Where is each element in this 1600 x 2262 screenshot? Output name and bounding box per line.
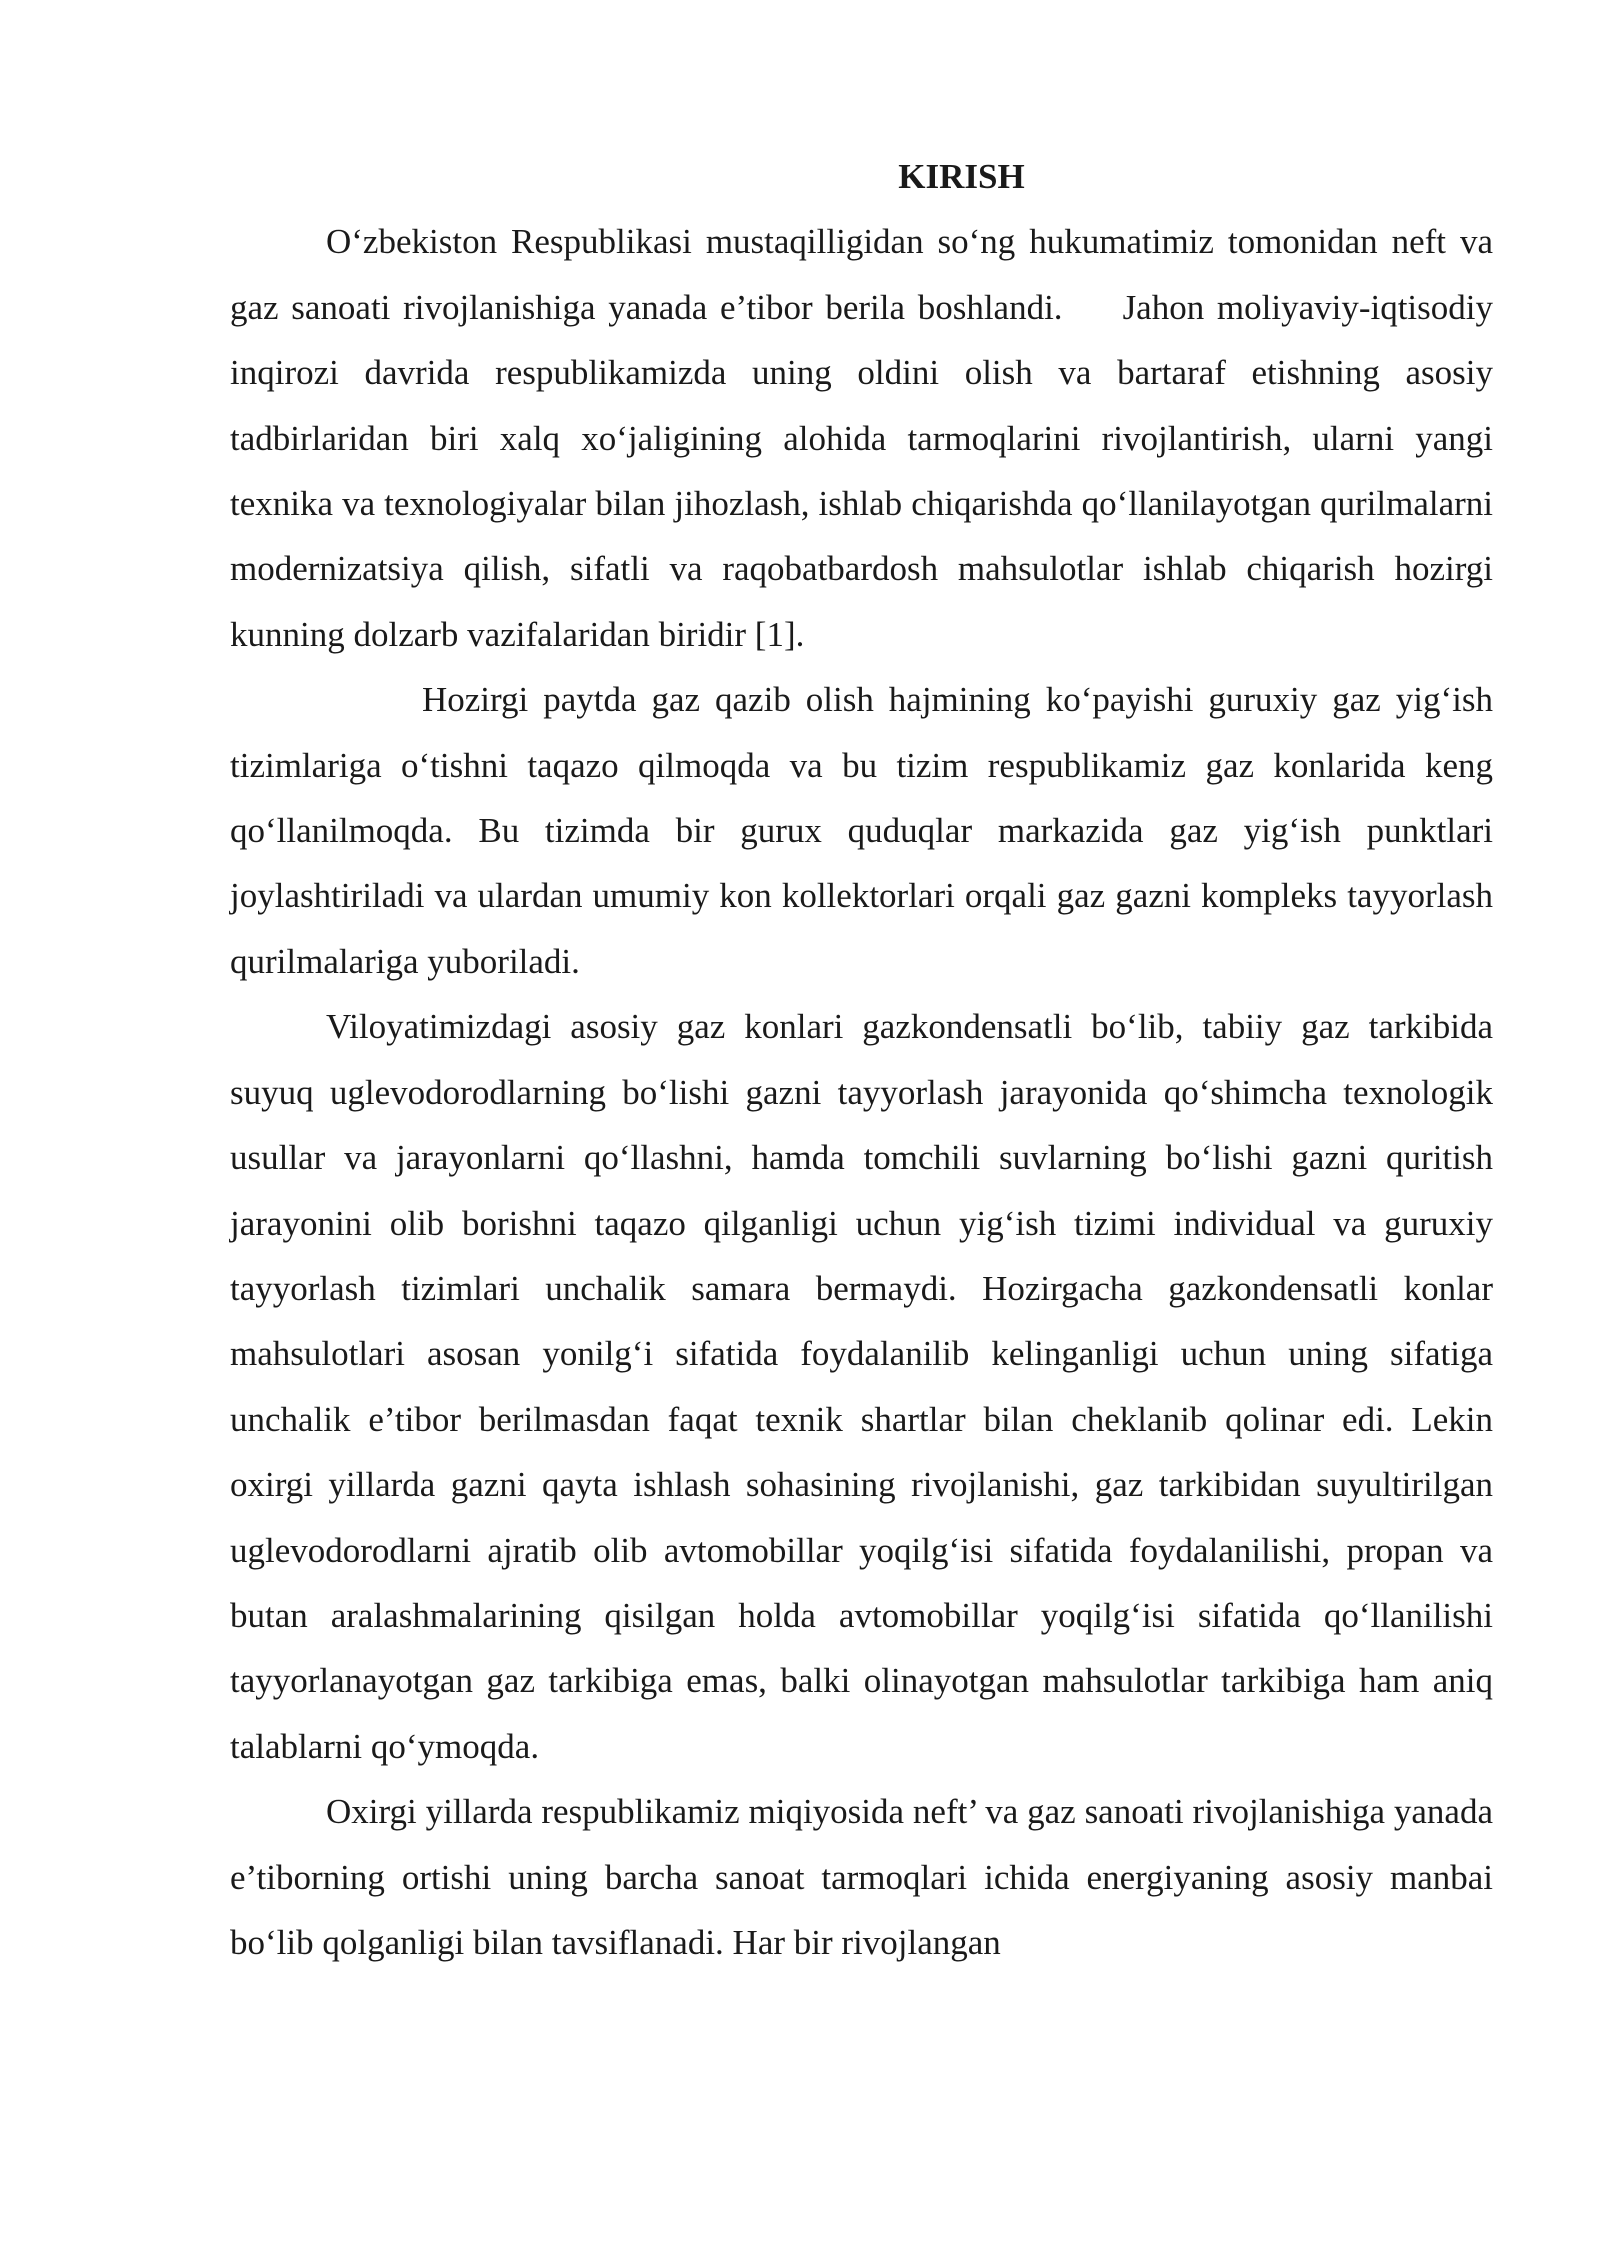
page-title: KIRISH <box>898 157 1025 196</box>
paragraph-intro-part2: Jahon moliyaviy-iqtisodiy inqirozi davrida respublikamizda uning oldini olish va bartaraf etishning asosiy tadbirlaridan biri xalq xo‘jaligining alohida tarmoqlarini rivojlantirish, ularni yangi texnika va texnologiyalar bilan jihozlash, ishlab chiqarishda qo‘llanilayotgan qurilmalarni modernizatsiya qilish, sifatli va raqobatbardosh mahsulotlar ishlab chiqarish hozirgi kunning dolzarb vazifalaridan biridir [1]. <box>230 287 1494 654</box>
paragraph-intro-part1: O‘zbekiston Respublikasi mustaqilligidan so‘ng hukumatimiz tomonidan neft va gaz sanoati rivojlanishiga yanada e’tibor berila boshlandi. <box>230 222 1493 327</box>
paragraph-recent-years: Oxirgi yillarda respublikamiz miqiyosida neft’ va gaz sanoati rivojlanishiga yanada e’tiborning ortishi uning barcha sanoat tarmoqlari ichida energiyaning asosiy manbai bo‘lib qolganligi bilan tavsiflanadi. Har bir rivojlangan <box>230 1792 1493 1962</box>
paragraph-gas-collection: Hozirgi paytda gaz qazib olish hajmining ko‘payishi guruxiy gaz yig‘ish tizimlariga o‘tishni taqazo qilmoqda va bu tizim respublikamiz gaz konlarida keng qo‘llanilmoqda. Bu tizimda bir gurux quduqlar markazida gaz yig‘ish punktlari joylashtiriladi va ulardan umumiy kon kollektorlari orqali gaz gazni kompleks tayyorlash qurilmalariga yuboriladi. <box>230 680 1493 981</box>
document-body <box>230 144 1493 1975</box>
paragraph-gas-fields: Viloyatimizdagi asosiy gaz konlari gazkondensatli bo‘lib, tabiiy gaz tarkibida suyuq uglevodorodlarning bo‘lishi gazni tayyorlash jarayonida qo‘shimcha texnologik usullar va jarayonlarni qo‘llashni, hamda tomchili suvlarning bo‘lishi gazni quritish jarayonini olib borishni taqazo qilganligi uchun yig‘ish tizimi individual va guruxiy tayyorlash tizimlari unchalik samara bermaydi. Hozirgacha gazkondensatli konlar mahsulotlari asosan yonilg‘i sifatida foydalanilib kelinganligi uchun uning sifatiga unchalik e’tibor berilmasdan faqat texnik shartlar bilan cheklanib qolinar edi. Lekin oxirgi yillarda gazni qayta ishlash sohasining rivojlanishi, gaz tarkibidan suyultirilgan uglevodorodlarni ajratib olib avtomobillar yoqilg‘isi sifatida foydalanilishi, propan va butan aralashmalarining qisilgan holda avtomobillar yoqilg‘isi sifatida qo‘llanilishi tayyorlanayotgan gaz tarkibiga emas, balki olinayotgan mahsulotlar tarkibiga ham aniq talablarni qo‘ymoqda. <box>230 1007 1493 1766</box>
paragraph-intro <box>230 209 1493 667</box>
